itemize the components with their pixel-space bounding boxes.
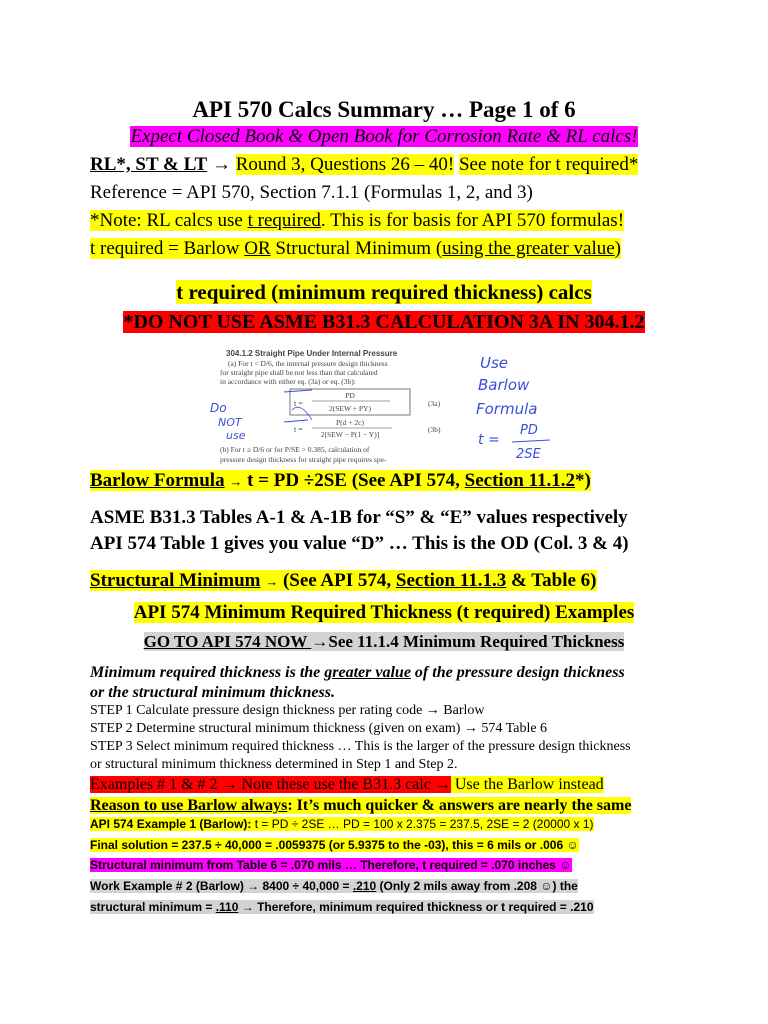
structural-minimum-label: Structural Minimum [90,570,261,591]
excerpt-line: in accordance with either eq. (3a) or eq. (3b): [220,377,356,386]
equation-3b-label: (3b) [428,425,441,434]
excerpt-line: (a) For t < D/6, the internal pressure design thickness [228,359,388,368]
examples-heading: API 574 Minimum Required Thickness (t required) Examples [133,602,635,623]
equation-t-label: t = [294,399,303,408]
example-1-line: API 574 Example 1 (Barlow): t = PD ÷ 2SE … PD = 100 x 2.375 = 237.5, 2SE = 2 (20000 x 1) [90,817,594,831]
excerpt-line: (b) For t ≥ D/6 or for P/SE > 0.385, calculation of [220,445,370,454]
see-note-badge: See note for t required* [458,154,639,175]
asme-excerpt-image [210,346,562,470]
do-not-use-banner: *DO NOT USE ASME B31.3 CALCULATION 3A IN 304.1.2 [123,311,645,333]
final-solution-line: Final solution = 237.5 ÷ 40,000 = .0059375 (or 5.9375 to the -03), this = 6 mils or .006 ☺ [90,838,579,852]
work-example-2-line: Work Example # 2 (Barlow) → 8400 ÷ 40,000 = .210 (Only 2 mils away from .208 ☺) the [90,879,578,893]
api574-table-line: API 574 Table 1 gives you value “D” … This is the OD (Col. 3 & 4) [90,533,629,554]
note-line: *Note: RL calcs use t required. This is for basis for API 570 formulas! [90,210,625,231]
asme-tables-line: ASME B31.3 Tables A-1 & A-1B for “S” & “E” values respectively [90,507,628,528]
equation-3a-denominator: 2(SEW + PY) [328,404,372,413]
calcs-heading: t required (minimum required thickness) calcs [176,280,592,304]
goto-api574: GO TO API 574 NOW [143,632,312,651]
structural-minimum-result: Structural minimum from Table 6 = .070 mils … Therefore, t required = .070 inches ☺ [90,858,572,872]
t-required-line: t required = Barlow OR Structural Minimum (using the greater value) [90,238,621,259]
arrow-icon: → [311,632,329,651]
min-required-text-2: or the structural minimum thickness. [90,684,335,701]
step-3: STEP 3 Select minimum required thickness … This is the larger of the pressure design thickness [90,739,631,754]
handwritten-note: Formula [476,400,538,418]
equation-3b-denominator: 2[SEW − P(1 − Y)] [320,430,380,439]
step-2: STEP 2 Determine structural minimum thickness (given on exam) → 574 Table 6 [90,721,548,736]
step-3-continued: or structural minimum thickness determined in Step 1 and Step 2. [90,757,458,772]
step-1: STEP 1 Calculate pressure design thickness per rating code → Barlow [90,703,485,718]
handwritten-note: Do [210,401,227,415]
equation-3a-label: (3a) [428,399,441,408]
handwritten-note: use [226,429,246,442]
see-11-1-4: See 11.1.4 Minimum Required Thickness [328,632,625,651]
rl-line [90,154,638,177]
rl-label: RL*, ST & LT [90,154,208,175]
min-required-text: Minimum required thickness is the greater value of the pressure design thickness [90,664,625,681]
expect-banner: Expect Closed Book & Open Book for Corrosion Rate & RL calcs! [130,126,638,147]
equation-3a-numerator: PD [345,391,355,400]
equation-t-label: t = [294,425,303,434]
page-title: API 570 Calcs Summary … Page 1 of 6 [192,97,576,122]
handwritten-note: 2SE [516,447,541,462]
reason-line: Reason to use Barlow always: It’s much quicker & answers are nearly the same [90,797,632,814]
barlow-label: Barlow Formula [90,470,225,491]
arrow-icon: → [229,474,243,489]
work-example-2-result: structural minimum = .110 → Therefore, minimum required thickness or t required = .210 [90,900,594,914]
excerpt-heading: 304.1.2 Straight Pipe Under Internal Pressure [226,349,398,358]
handwritten-note: Use [480,354,509,372]
handwritten-note: t = [478,432,500,448]
structural-minimum-line: Structural Minimum → (See API 574, Section 11.1.3 & Table 6) [90,570,597,591]
reference-line: Reference = API 570, Section 7.1.1 (Formulas 1, 2, and 3) [90,182,533,203]
handwritten-note: PD [520,423,538,438]
handwritten-note: Barlow [478,376,530,394]
equation-3b-numerator: P(d + 2c) [336,418,364,427]
arrow-icon: → [211,154,231,175]
arrow-icon: → [265,574,279,589]
round-badge: Round 3, Questions 26 – 40! [235,154,455,175]
examples-note: Examples # 1 & # 2 → Note these use the B31.3 calc → Use the Barlow instead [90,776,604,793]
handwritten-note: NOT [218,416,242,429]
excerpt-line: for straight pipe shall be not less than that calculated [220,368,378,377]
barlow-line: Barlow Formula → t = PD ÷2SE (See API 574, Section 11.1.2*) [90,470,591,491]
excerpt-line: pressure design thickness for straight pipe requires spe- [220,455,387,464]
